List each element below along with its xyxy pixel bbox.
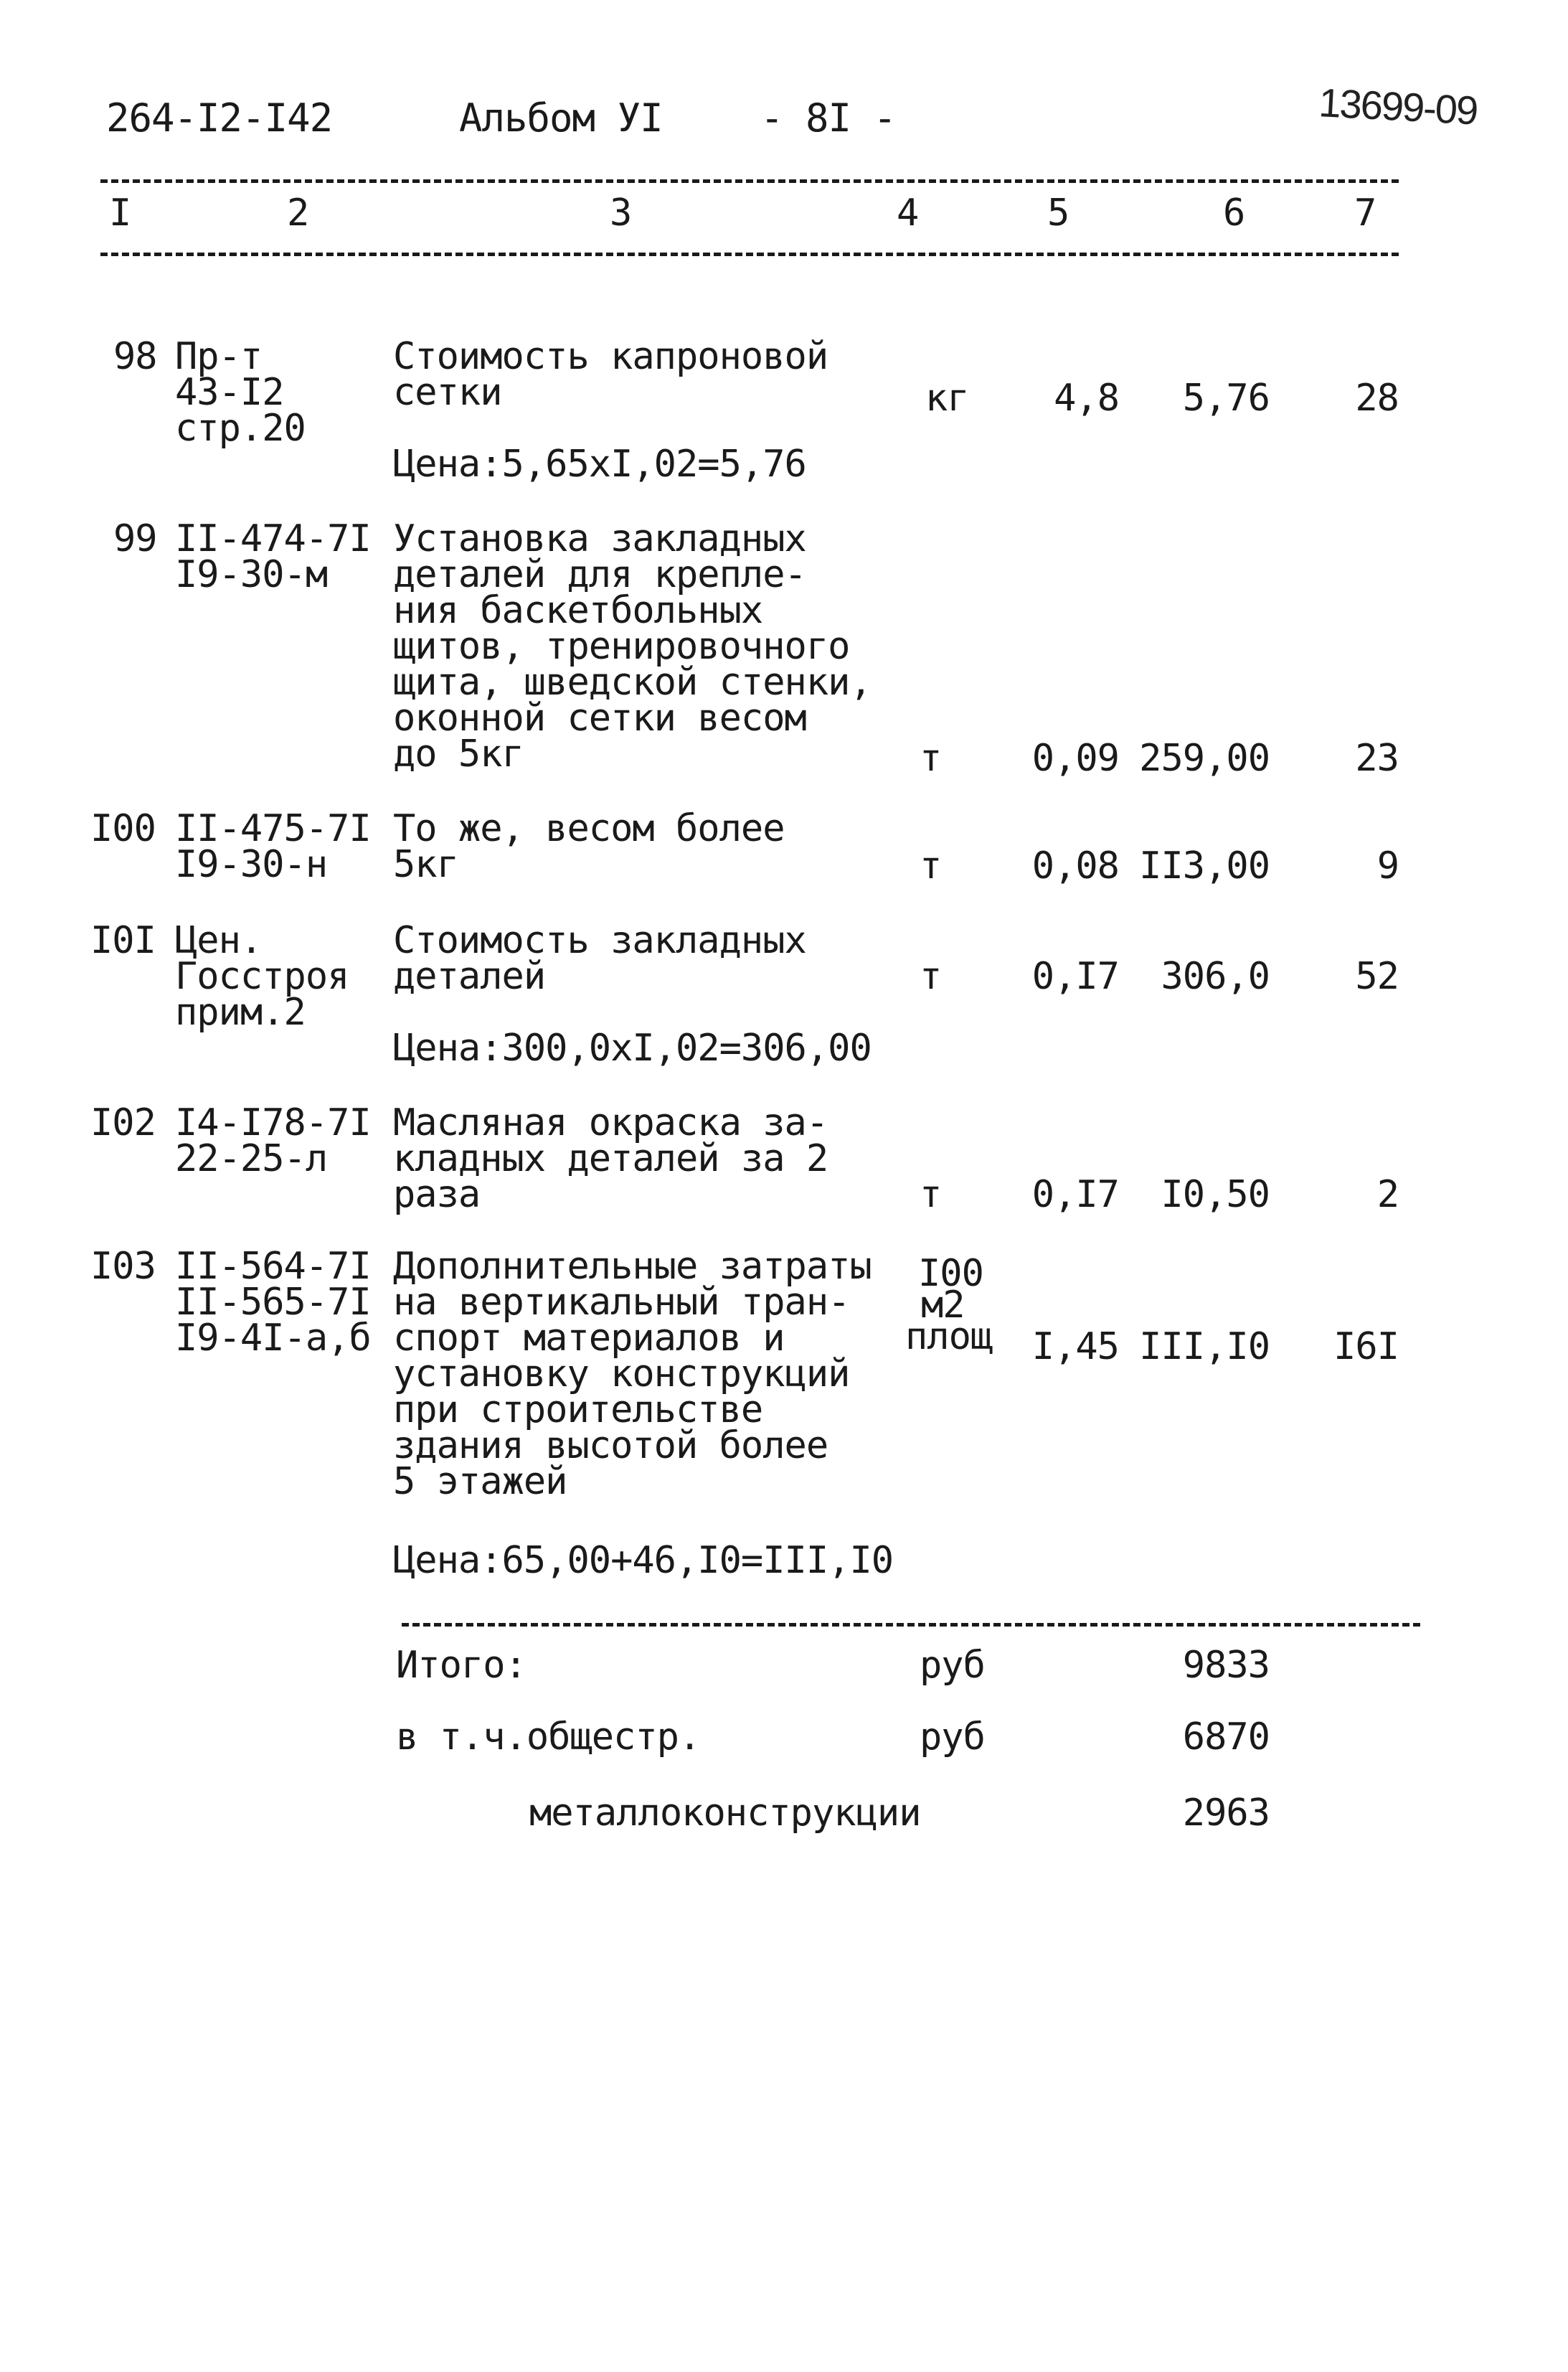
quantity-cell: 0,I7 [1031, 955, 1119, 998]
unit-price-cell: I0,50 [1161, 1173, 1270, 1216]
price-calculation-note: Цена:5,65хI,02=5,76 [393, 443, 806, 486]
description-cell: Установка закладных деталей для крепле- ния баскетбольных щитов, тренировочного щита, шведской стенки, оконной сетки весом до 5кг [393, 517, 872, 776]
total-cell: 9 [1376, 844, 1399, 888]
unit-cell: I00 м2 площ [905, 1252, 993, 1358]
row-number: 99 [113, 517, 157, 560]
general-construction-value: 6870 [1182, 1716, 1270, 1759]
quantity-cell: 4,8 [1054, 377, 1119, 420]
row-number: I0I [90, 919, 156, 962]
total-cell: 2 [1376, 1173, 1399, 1216]
column-header-2: 2 [287, 192, 309, 235]
reference-cell: II-564-7I II-565-7I I9-4I-а,б [175, 1245, 371, 1360]
metal-structures-value: 2963 [1182, 1792, 1270, 1835]
row-number: I00 [90, 807, 156, 850]
total-cell: 23 [1355, 737, 1399, 780]
row-number: I02 [90, 1101, 156, 1144]
document-code: 264-I2-I42 [106, 95, 333, 141]
unit-price-cell: II3,00 [1139, 844, 1270, 888]
column-header-bottom-rule [100, 253, 1399, 256]
page-number: - 8I - [760, 95, 897, 141]
unit-price-cell: 306,0 [1161, 955, 1270, 998]
totals-rule [402, 1623, 1420, 1627]
price-calculation-note: Цена:300,0хI,02=306,00 [393, 1027, 872, 1070]
total-value: 9833 [1182, 1644, 1270, 1687]
general-construction-label: в т.ч.общестр. [396, 1716, 701, 1759]
reference-cell: I4-I78-7I 22-25-л [175, 1101, 371, 1180]
reference-cell: Пр-т 43-I2 стр.20 [175, 335, 306, 450]
column-header-3: 3 [610, 192, 632, 235]
column-header-1: I [109, 192, 131, 235]
archive-stamp-number: 13699-09 [1318, 80, 1478, 133]
description-cell: Масляная окраска за- кладных деталей за 2 раза [393, 1101, 828, 1216]
general-construction-currency: руб [920, 1716, 985, 1759]
price-calculation-note: Цена:65,00+46,I0=III,I0 [393, 1539, 894, 1582]
description-cell: Стоимость закладных деталей [393, 919, 806, 998]
column-header-5: 5 [1047, 192, 1069, 235]
column-header-top-rule [100, 179, 1399, 183]
column-header-7: 7 [1354, 192, 1376, 235]
description-cell: То же, весом более 5кг [393, 807, 785, 886]
reference-cell: Цен. Госстроя прим.2 [175, 919, 349, 1034]
album-label: Альбом УI [459, 95, 663, 141]
unit-cell: кг [925, 377, 969, 420]
unit-price-cell: 259,00 [1139, 737, 1270, 780]
unit-price-cell: 5,76 [1182, 377, 1270, 420]
unit-cell: т [920, 737, 942, 780]
metal-structures-label: металлоконструкции [529, 1792, 921, 1835]
total-cell: 28 [1355, 377, 1399, 420]
quantity-cell: 0,08 [1031, 844, 1119, 888]
unit-cell: т [920, 1173, 942, 1216]
total-cell: I6I [1333, 1325, 1399, 1368]
unit-cell: т [920, 844, 942, 888]
total-currency: руб [920, 1644, 985, 1687]
total-cell: 52 [1355, 955, 1399, 998]
reference-cell: II-474-7I I9-30-м [175, 517, 371, 596]
unit-price-cell: III,I0 [1139, 1325, 1270, 1368]
unit-cell: т [920, 955, 942, 998]
column-header-4: 4 [897, 192, 919, 235]
total-label: Итого: [396, 1644, 526, 1687]
quantity-cell: 0,I7 [1031, 1173, 1119, 1216]
quantity-cell: 0,09 [1031, 737, 1119, 780]
row-number: 98 [113, 335, 157, 378]
quantity-cell: I,45 [1031, 1325, 1119, 1368]
description-cell: Стоимость капроновой сетки [393, 335, 828, 414]
description-cell: Дополнительные затраты на вертикальный тран- спорт материалов и установку конструкций при строительстве здания высотой более 5 этажей [393, 1245, 872, 1503]
column-header-6: 6 [1223, 192, 1245, 235]
row-number: I03 [90, 1245, 156, 1288]
reference-cell: II-475-7I I9-30-н [175, 807, 371, 886]
